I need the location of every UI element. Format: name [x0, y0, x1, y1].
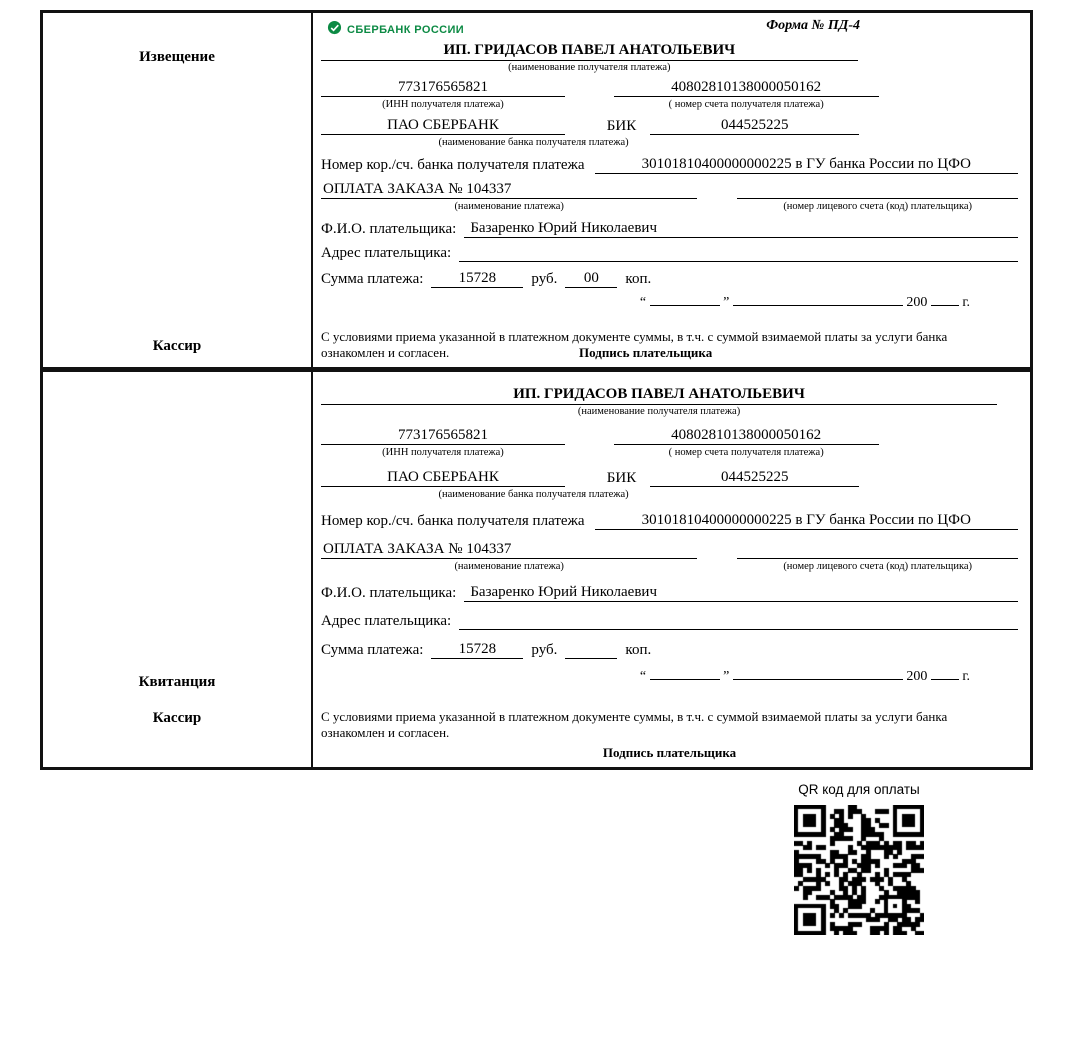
payer-address-label: Адрес плательщика: [321, 245, 452, 261]
payer-address-value [459, 261, 1018, 262]
bank-name: ПАО СБЕРБАНК [321, 117, 565, 135]
payer-name-value: Базаренко Юрий Николаевич [464, 584, 1018, 602]
corr-account-row [321, 512, 1018, 530]
account-caption: ( номер счета получателя платежа) [668, 99, 824, 110]
recipient-block [321, 386, 997, 418]
qr-code-image [794, 805, 924, 935]
inn-account-captions [321, 98, 1018, 111]
account-caption: ( номер счета получателя платежа) [668, 447, 824, 458]
date-year-blank [931, 305, 959, 306]
personal-account-caption: (номер лицевого счета (код) плательщика) [783, 201, 973, 212]
payer-name-label: Ф.И.О. плательщика: [321, 585, 457, 601]
payer-address-label: Адрес плательщика: [321, 613, 452, 629]
signature-label: Подпись плательщика [602, 745, 737, 760]
receipt-section [40, 369, 1033, 770]
bik-value: 044525225 [650, 469, 859, 487]
receipt-form [313, 372, 1030, 767]
rub-label: руб. [531, 642, 558, 658]
agreement-block [321, 709, 1018, 762]
sum-kop-value [565, 658, 617, 659]
kop-label: коп. [625, 642, 652, 658]
date-row [321, 669, 1018, 685]
payment-name-label: ОПЛАТА ЗАКАЗА № [323, 541, 463, 557]
payment-captions [321, 200, 1018, 213]
payment-order-number: 104337 [466, 181, 512, 197]
payer-address-row [321, 613, 1018, 630]
bank-row [321, 117, 1018, 135]
sum-row [321, 270, 1018, 288]
recipient-caption: (наименование получателя платежа) [508, 62, 671, 73]
quote-close: ” [723, 295, 730, 310]
agreement-text: С условиями приема указанной в платежном документе суммы, в т.ч. с суммой взимаемой платы за услуги банка ознакомлен и согласен. [321, 329, 948, 360]
payer-address-value [459, 629, 1018, 630]
inn-account-row [321, 79, 1018, 97]
quote-open: “ [639, 295, 647, 310]
date-month-blank [733, 679, 903, 680]
sum-rub-value: 15728 [431, 270, 523, 288]
corr-account-row [321, 156, 1018, 174]
qr-section [764, 782, 954, 935]
recipient-name: ИП. ГРИДАСОВ ПАВЕЛ АНАТОЛЬЕВИЧ [321, 42, 858, 61]
corr-account-label: Номер кор./сч. банка получателя платежа [321, 157, 585, 173]
agreement-text: С условиями приема указанной в платежном документе суммы, в т.ч. с суммой взимаемой платы за услуги банка ознакомлен и согласен. [321, 709, 948, 740]
qr-label: QR код для оплаты [798, 782, 920, 797]
year-suffix: г. [962, 295, 970, 310]
recipient-block [321, 42, 858, 74]
payment-order-number: 104337 [466, 541, 512, 557]
inn-account-row [321, 427, 1018, 445]
inn-caption: (ИНН получателя платежа) [382, 99, 504, 110]
notice-left-column [43, 13, 313, 367]
payment-name-label: ОПЛАТА ЗАКАЗА № [323, 181, 463, 197]
payment-name-row [321, 541, 1018, 559]
year-prefix: 200 [906, 669, 928, 684]
receipt-label: Квитанция [138, 674, 216, 690]
sberbank-logo-text: СБЕРБАНК РОССИИ [347, 24, 465, 36]
year-prefix: 200 [906, 295, 928, 310]
payment-name [321, 541, 697, 559]
cashier-label: Кассир [152, 710, 202, 726]
signature-label: Подпись плательщика [579, 345, 713, 360]
bank-caption: (наименование банка получателя платежа) [438, 137, 629, 148]
payer-name-row [321, 584, 1018, 602]
sum-row [321, 641, 1018, 659]
form-header [321, 18, 1018, 42]
rub-label: руб. [531, 271, 558, 287]
payment-captions [321, 560, 1018, 573]
personal-account-blank [737, 198, 1018, 199]
payer-name-label: Ф.И.О. плательщика: [321, 221, 457, 237]
quote-close: ” [723, 669, 730, 684]
bik-value: 044525225 [650, 117, 859, 135]
payment-name-row [321, 181, 1018, 199]
notice-section [40, 10, 1033, 370]
sum-label: Сумма платежа: [321, 271, 424, 287]
bank-name: ПАО СБЕРБАНК [321, 469, 565, 487]
sum-label: Сумма платежа: [321, 642, 424, 658]
form-number: Форма № ПД-4 [766, 18, 860, 33]
personal-account-caption: (номер лицевого счета (код) плательщика) [783, 561, 973, 572]
agreement-block [321, 329, 1018, 362]
sberbank-logo-icon [327, 20, 342, 40]
date-month-blank [733, 305, 903, 306]
receipt-left-column [43, 372, 313, 767]
notice-form [313, 13, 1030, 367]
sum-kop-value: 00 [565, 270, 617, 288]
sberbank-logo [321, 18, 464, 40]
inn-value: 773176565821 [321, 79, 565, 97]
account-value: 40802810138000050162 [614, 427, 879, 445]
bank-row [321, 469, 1018, 487]
inn-account-captions [321, 446, 1018, 459]
date-day-blank [650, 305, 720, 306]
sum-rub-value: 15728 [431, 641, 523, 659]
bik-label: БИК [606, 118, 637, 134]
bik-label: БИК [606, 470, 637, 486]
recipient-name: ИП. ГРИДАСОВ ПАВЕЛ АНАТОЛЬЕВИЧ [321, 386, 997, 405]
inn-caption: (ИНН получателя платежа) [382, 447, 504, 458]
inn-value: 773176565821 [321, 427, 565, 445]
payment-caption: (наименование платежа) [454, 561, 564, 572]
corr-account-label: Номер кор./сч. банка получателя платежа [321, 513, 585, 529]
bank-caption: (наименование банка получателя платежа) [438, 489, 629, 500]
date-year-blank [931, 679, 959, 680]
payment-caption: (наименование платежа) [454, 201, 564, 212]
account-value: 40802810138000050162 [614, 79, 879, 97]
kop-label: коп. [625, 271, 652, 287]
payer-name-row [321, 220, 1018, 238]
quote-open: “ [639, 669, 647, 684]
recipient-caption: (наименование получателя платежа) [577, 406, 741, 417]
year-suffix: г. [962, 669, 970, 684]
corr-account-value: 30101810400000000225 в ГУ банка России по ЦФО [595, 512, 1018, 530]
payer-address-row [321, 245, 1018, 262]
payer-name-value: Базаренко Юрий Николаевич [464, 220, 1018, 238]
cashier-label: Кассир [152, 338, 202, 354]
personal-account-blank [737, 558, 1018, 559]
date-row [321, 295, 1018, 311]
corr-account-value: 30101810400000000225 в ГУ банка России по ЦФО [595, 156, 1018, 174]
notice-label: Извещение [139, 49, 215, 65]
date-day-blank [650, 679, 720, 680]
payment-name [321, 181, 697, 199]
